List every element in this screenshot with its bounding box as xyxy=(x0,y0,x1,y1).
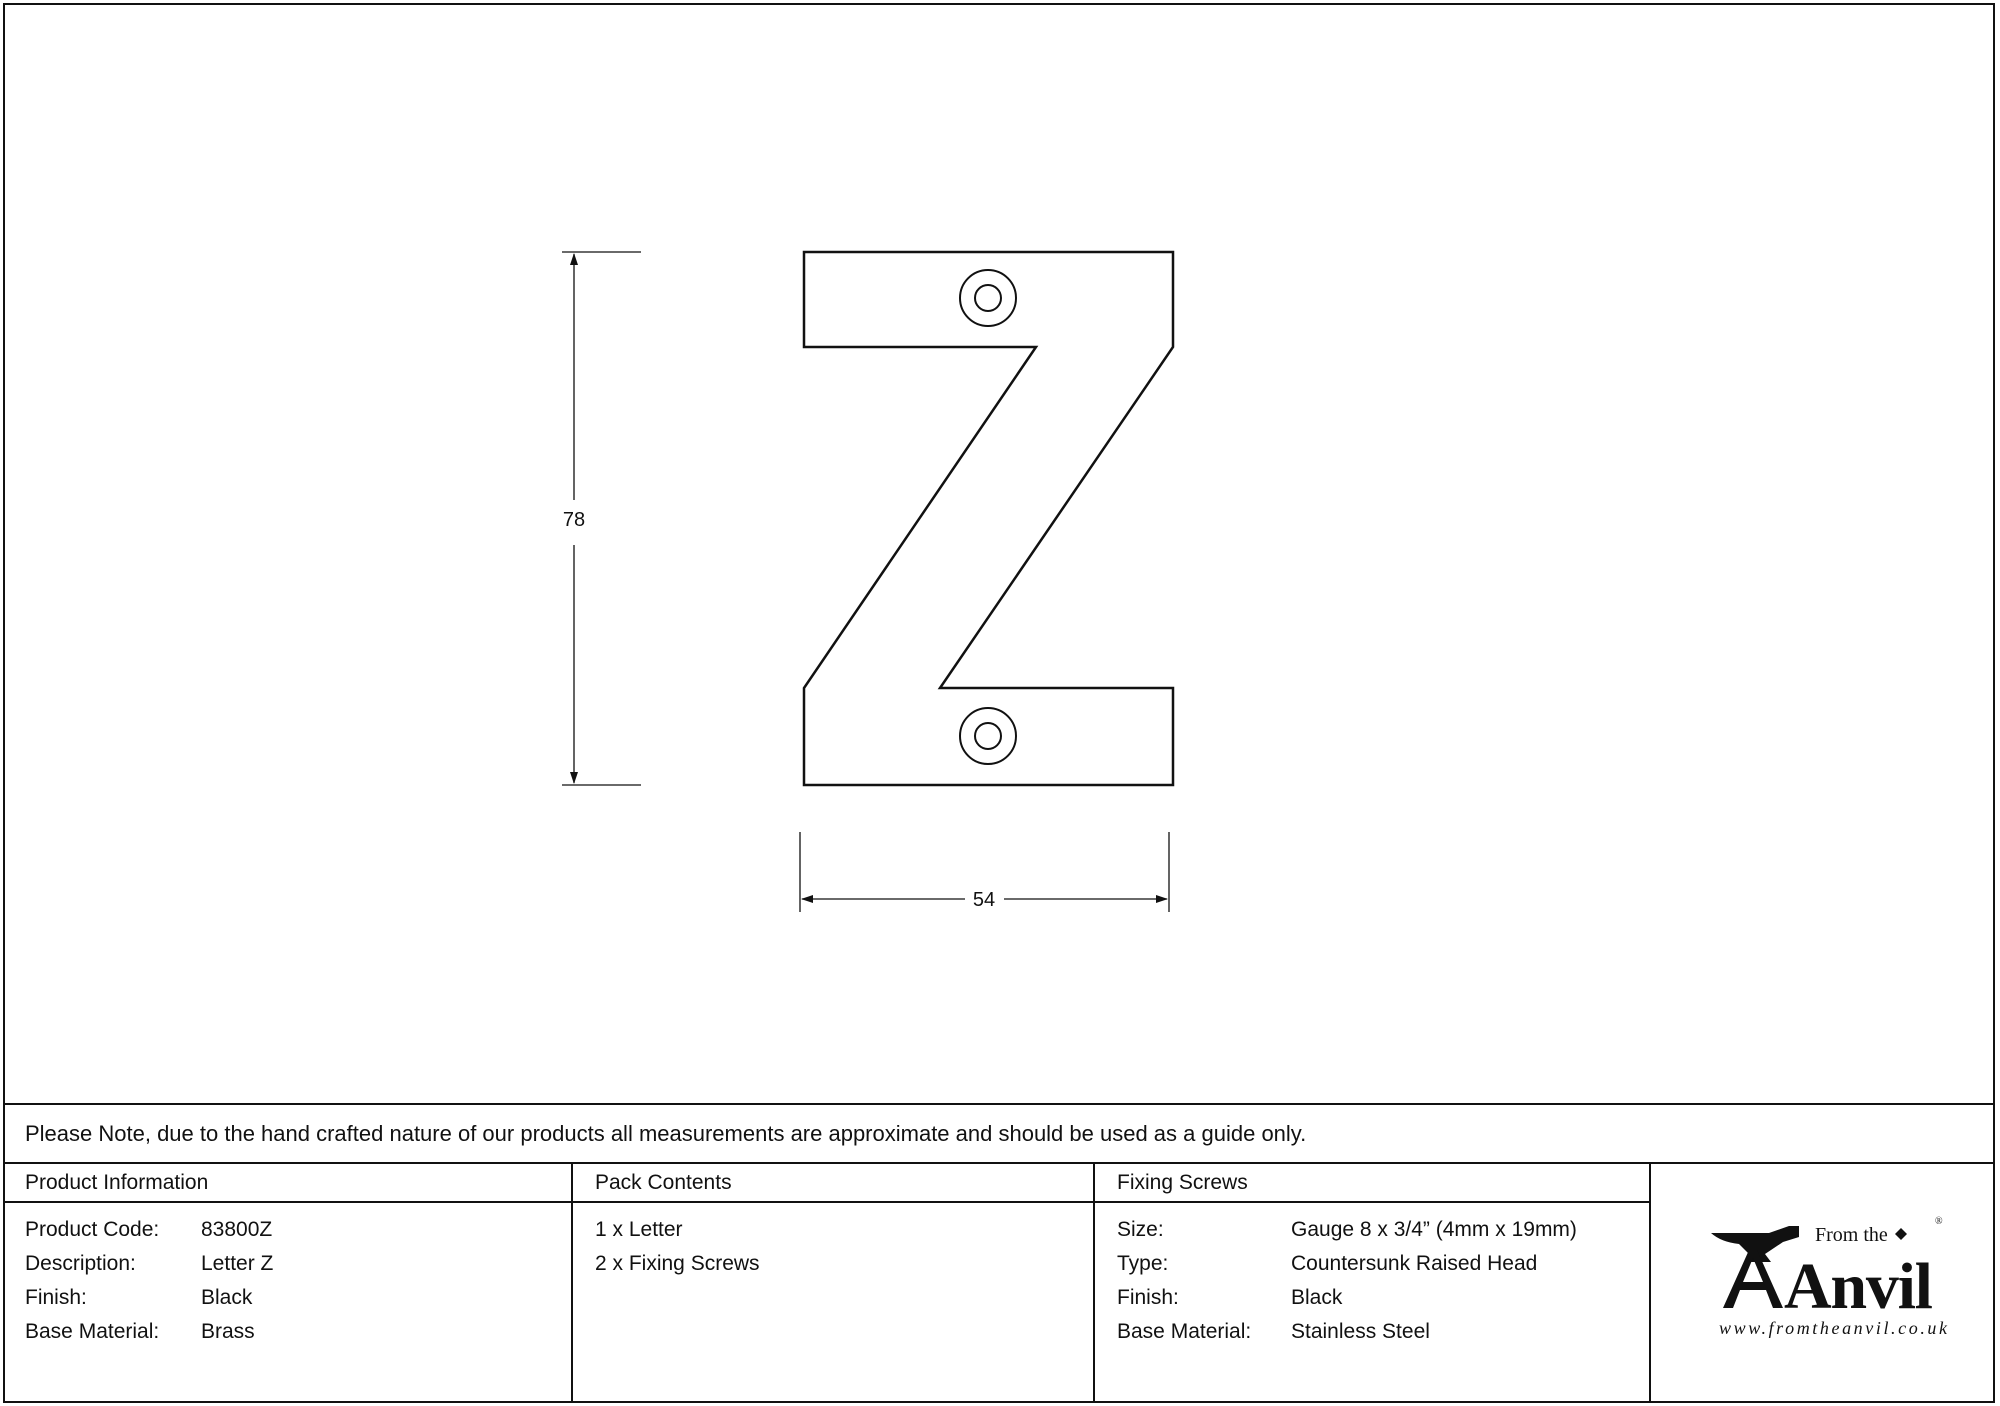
anvil-logo-mark xyxy=(1649,1162,1995,1401)
screw-base-material-label: Base Material: xyxy=(1117,1320,1252,1343)
base-material-label: Base Material: xyxy=(25,1320,160,1343)
width-dimension-label: 54 xyxy=(972,889,996,911)
logo-from-the-text: From the xyxy=(1815,1224,1888,1246)
top-fixing-hole xyxy=(960,270,1016,326)
info-table xyxy=(3,1162,1995,1403)
pack-contents-header xyxy=(573,1162,1093,1203)
pack-contents-title: Pack Contents xyxy=(595,1171,732,1194)
base-material-value: Brass xyxy=(201,1320,255,1343)
fixing-screws-row xyxy=(1117,1218,1641,1252)
screw-finish-label: Finish: xyxy=(1117,1286,1179,1309)
fixing-screws-title: Fixing Screws xyxy=(1117,1171,1248,1194)
registered-mark: ® xyxy=(1935,1216,1943,1227)
pack-contents-item xyxy=(595,1218,1085,1252)
product-information-panel xyxy=(3,1162,571,1401)
pack-item-screws: 2 x Fixing Screws xyxy=(595,1252,760,1275)
logo-website-url: www.fromtheanvil.co.uk xyxy=(1719,1318,1947,1338)
product-information-header xyxy=(3,1162,571,1203)
bottom-fixing-hole xyxy=(960,708,1016,764)
screw-size-value: Gauge 8 x 3/4” (4mm x 19mm) xyxy=(1291,1218,1577,1241)
pack-contents-item xyxy=(595,1252,1085,1286)
fixing-screws-panel xyxy=(1095,1162,1649,1401)
product-info-row xyxy=(25,1320,563,1354)
logo-anvil-wordmark: Anvil xyxy=(1784,1250,1934,1323)
measurement-note: Please Note, due to the hand crafted nature of our products all measurements are approximate and should be used as a guide only. xyxy=(25,1121,1307,1146)
description-value: Letter Z xyxy=(201,1252,274,1275)
screw-type-value: Countersunk Raised Head xyxy=(1291,1252,1538,1275)
width-dimension xyxy=(800,832,1169,912)
screw-type-label: Type: xyxy=(1117,1252,1169,1275)
from-the-anvil-logo xyxy=(1649,1162,1995,1401)
product-information-list xyxy=(25,1218,563,1354)
finish-value: Black xyxy=(201,1286,253,1309)
product-code-label: Product Code: xyxy=(25,1218,160,1241)
pack-item-letter: 1 x Letter xyxy=(595,1218,683,1241)
height-dimension-label: 78 xyxy=(562,509,586,531)
diamond-icon xyxy=(1895,1228,1907,1240)
fixing-screws-header xyxy=(1095,1162,1649,1203)
screw-size-label: Size: xyxy=(1117,1218,1164,1241)
product-information-title: Product Information xyxy=(25,1171,209,1194)
fixing-screws-row xyxy=(1117,1252,1641,1286)
height-dimension xyxy=(562,252,641,785)
pack-contents-list xyxy=(595,1218,1085,1286)
product-code-value: 83800Z xyxy=(201,1218,273,1241)
screw-finish-value: Black xyxy=(1291,1286,1343,1309)
product-info-row xyxy=(25,1218,563,1252)
letter-z-outline xyxy=(804,252,1173,785)
product-info-row xyxy=(25,1286,563,1320)
finish-label: Finish: xyxy=(25,1286,87,1309)
description-label: Description: xyxy=(25,1252,136,1275)
product-info-row xyxy=(25,1252,563,1286)
screw-base-material-value: Stainless Steel xyxy=(1291,1320,1430,1343)
fixing-screws-row xyxy=(1117,1286,1641,1320)
pack-contents-panel xyxy=(573,1162,1093,1401)
measurement-note-row xyxy=(3,1103,1995,1164)
fixing-screws-row xyxy=(1117,1320,1641,1354)
fixing-screws-list xyxy=(1117,1218,1641,1354)
